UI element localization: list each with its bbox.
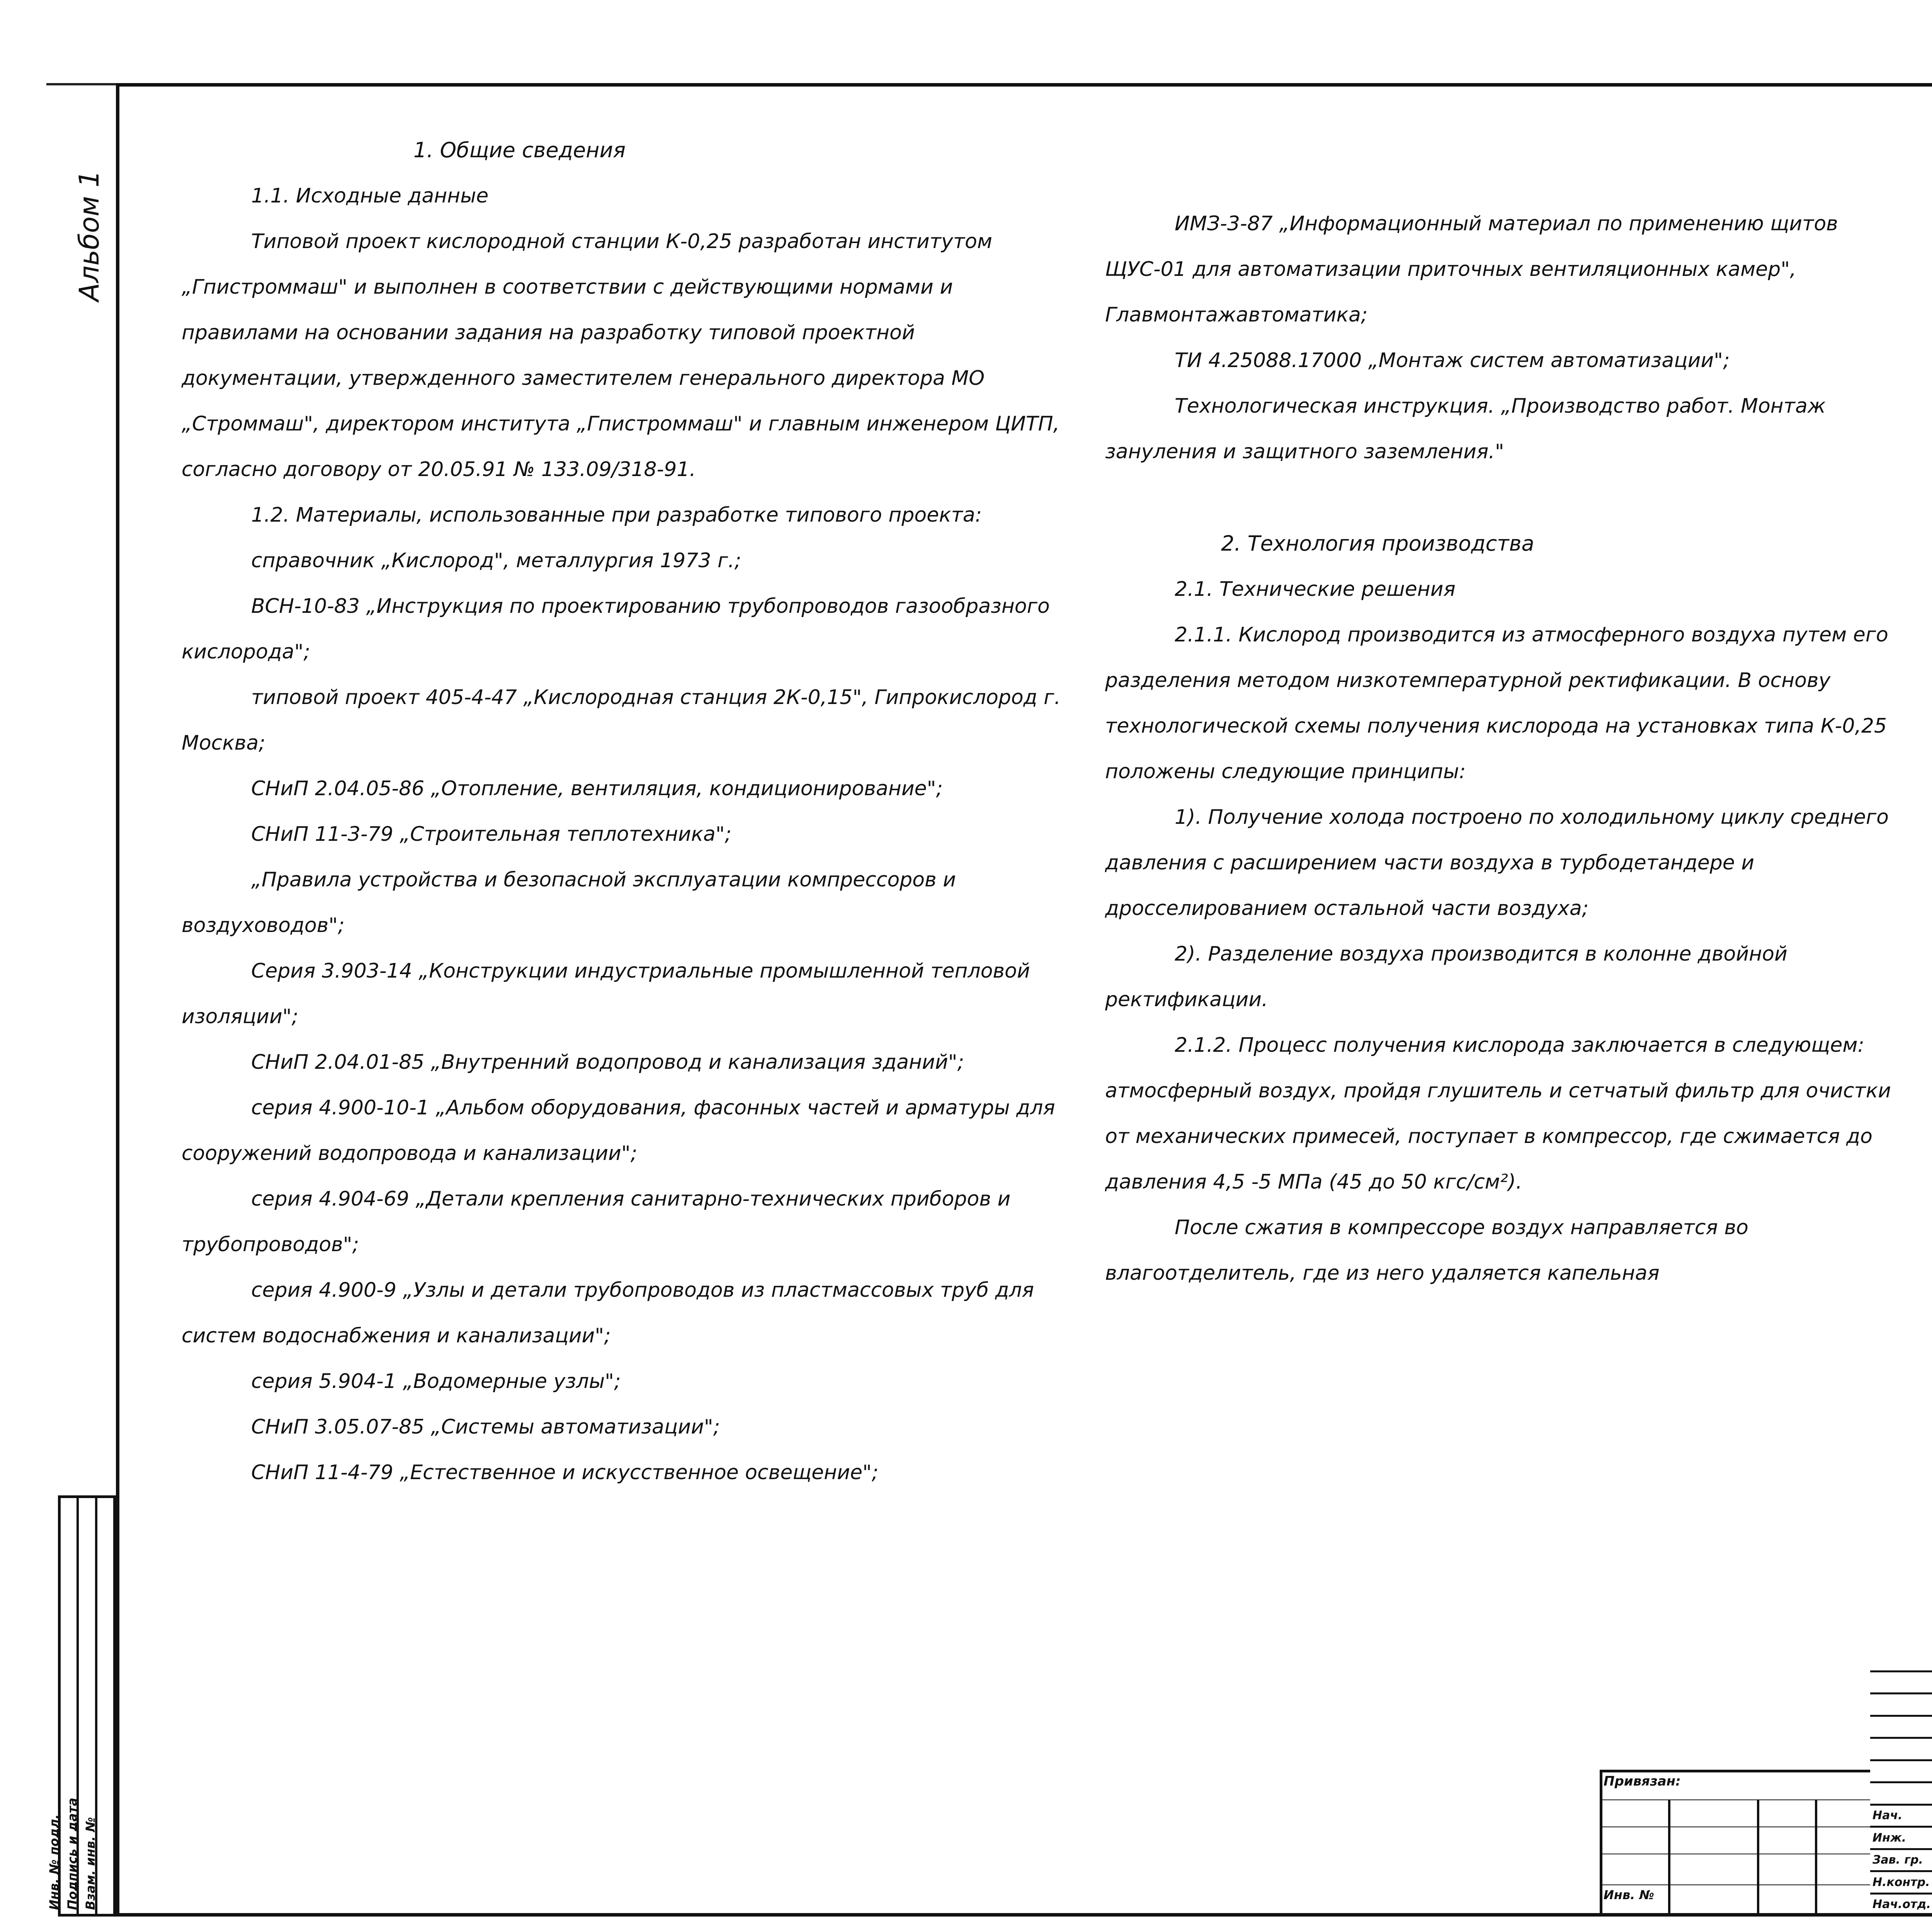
- role-cell: [1870, 1783, 1932, 1806]
- role-cell: [1870, 1739, 1932, 1761]
- side-stamp-cell: [83, 1498, 113, 1914]
- paragraph: 1.2. Материалы, использованные при разработке типового проекта:: [251, 503, 982, 527]
- column-2-paragraphs: [1105, 201, 1897, 474]
- subsection-heading-21: 2.1. Технические решения: [1175, 578, 1456, 601]
- side-stamp-label: Подпись и дата: [65, 1798, 80, 1910]
- signature-grid: [1870, 1650, 1932, 1917]
- paragraph: СНиП 2.04.01-85 „Внутренний водопровод и канализация зданий";: [251, 1051, 964, 1074]
- section-heading: 1. Общие сведения: [413, 138, 626, 162]
- paragraph: ВСН-10-83 „Инструкция по проектированию трубопроводов газообразного кислорода";: [182, 595, 1050, 663]
- column-2: [1105, 201, 1897, 1296]
- paragraph: 2.1.1. Кислород производится из атмосферного воздуха путем его разделения методом низкотемпературной ректификации. В основу технологической схемы получения кислорода на установках типа К-0,25 положены следующие принципы:: [1105, 623, 1888, 783]
- paragraph: СНиП 2.04.05-86 „Отопление, вентиляция, кондиционирование";: [251, 777, 943, 800]
- paragraph: серия 4.904-69 „Детали крепления санитарно-технических приборов и трубопроводов";: [182, 1187, 1011, 1256]
- paragraph: Типовой проект кислородной станции К-0,25 разработан институтом „Гпистроммаш" и выполнен в соответствии с действующими нормами и правилами на основании задания на разработку типовой проектной документации, утвержденного заместителем генерального директора МО „Строммаш", директором института „Гпистроммаш" и главным инженером ЦИТП, согласно договору от 20.05.91 № 133.09/318-91.: [182, 230, 1060, 481]
- paragraph: ИМЗ-3-87 „Информационный материал по применению щитов ЩУС-01 для автоматизации приточных вентиляционных камер", Главмонтажавтоматика;: [1105, 212, 1838, 327]
- side-stamp-label: Инв. № подл.: [46, 1814, 61, 1910]
- paragraph: 1). Получение холода построено по холодильному циклу среднего давления с расширением части воздуха в турбодетандере и дросселированием остальной части воздуха;: [1105, 806, 1889, 920]
- paragraph: После сжатия в компрессоре воздух направляется во влагоотделитель, где из него удаляется капельная: [1105, 1216, 1748, 1285]
- column-1: [182, 128, 1070, 1495]
- role-cell: [1870, 1694, 1932, 1717]
- paragraph: Технологическая инструкция. „Производство работ. Монтаж зануления и защитного заземления.": [1105, 395, 1826, 463]
- role-cell: [1870, 1717, 1932, 1739]
- album-label: Альбом 1: [73, 170, 105, 301]
- column-1-paragraphs: [182, 219, 1070, 1495]
- paragraph: 2). Разделение воздуха производится в колонне двойной ректификации.: [1105, 942, 1787, 1011]
- inv-label: Инв. №: [1604, 1888, 1654, 1902]
- paragraph: ТИ 4.25088.17000 „Монтаж систем автоматизации";: [1175, 349, 1730, 372]
- role-cell: Нач.отд.: [1870, 1895, 1932, 1917]
- role-cell: [1870, 1650, 1932, 1672]
- section-heading-2: 2. Технология производства: [1221, 531, 1534, 556]
- paragraph: Серия 3.903-14 „Конструкции индустриальные промышленной тепловой изоляции";: [182, 959, 1030, 1028]
- role-cell: Н.контр.: [1870, 1872, 1932, 1895]
- role-cell: [1870, 1672, 1932, 1695]
- role-cell: [1870, 1761, 1932, 1784]
- subsection-heading: 1.1. Исходные данные: [251, 184, 489, 207]
- role-cell: Нач.: [1870, 1806, 1932, 1828]
- paragraph: серия 4.900-10-1 „Альбом оборудования, фасонных частей и арматуры для сооружений водопровода и канализации";: [182, 1096, 1055, 1165]
- side-stamp: [46, 1495, 116, 1917]
- paragraph: типовой проект 405-4-47 „Кислородная станция 2К-0,15", Гипрокислород г. Москва;: [182, 686, 1061, 755]
- role-cell: Инж.: [1870, 1828, 1932, 1850]
- title-block: [1600, 1650, 1932, 1917]
- paragraph: СНиП 11-3-79 „Строительная теплотехника";: [251, 823, 732, 846]
- role-cell: Зав. гр.: [1870, 1850, 1932, 1872]
- paragraph: серия 4.900-9 „Узлы и детали трубопроводов из пластмассовых труб для систем водоснабжения и канализации";: [182, 1279, 1034, 1347]
- paragraph: справочник „Кислород", металлургия 1973 г.;: [251, 549, 742, 572]
- paragraph: серия 5.904-1 „Водомерные узлы";: [251, 1370, 621, 1393]
- paragraph: СНиП 11-4-79 „Естественное и искусственное освещение";: [251, 1461, 879, 1484]
- paragraph: „Правила устройства и безопасной эксплуатации компрессоров и воздуховодов";: [182, 868, 956, 937]
- paragraph: 2.1.2. Процесс получения кислорода заключается в следующем: атмосферный воздух, пройдя глушитель и сетчатый фильтр для очистки от механических примесей, поступает в компрессор, где сжимается до давления 4,5 -5 МПа (45 до 50 кгс/см²).: [1105, 1034, 1891, 1194]
- paragraph: СНиП 3.05.07-85 „Системы автоматизации";: [251, 1415, 720, 1439]
- column-2-paragraphs-2: [1105, 612, 1897, 1296]
- attached-label: Привязан:: [1604, 1774, 1681, 1789]
- side-stamp-label: Взам. инв. №: [83, 1817, 98, 1910]
